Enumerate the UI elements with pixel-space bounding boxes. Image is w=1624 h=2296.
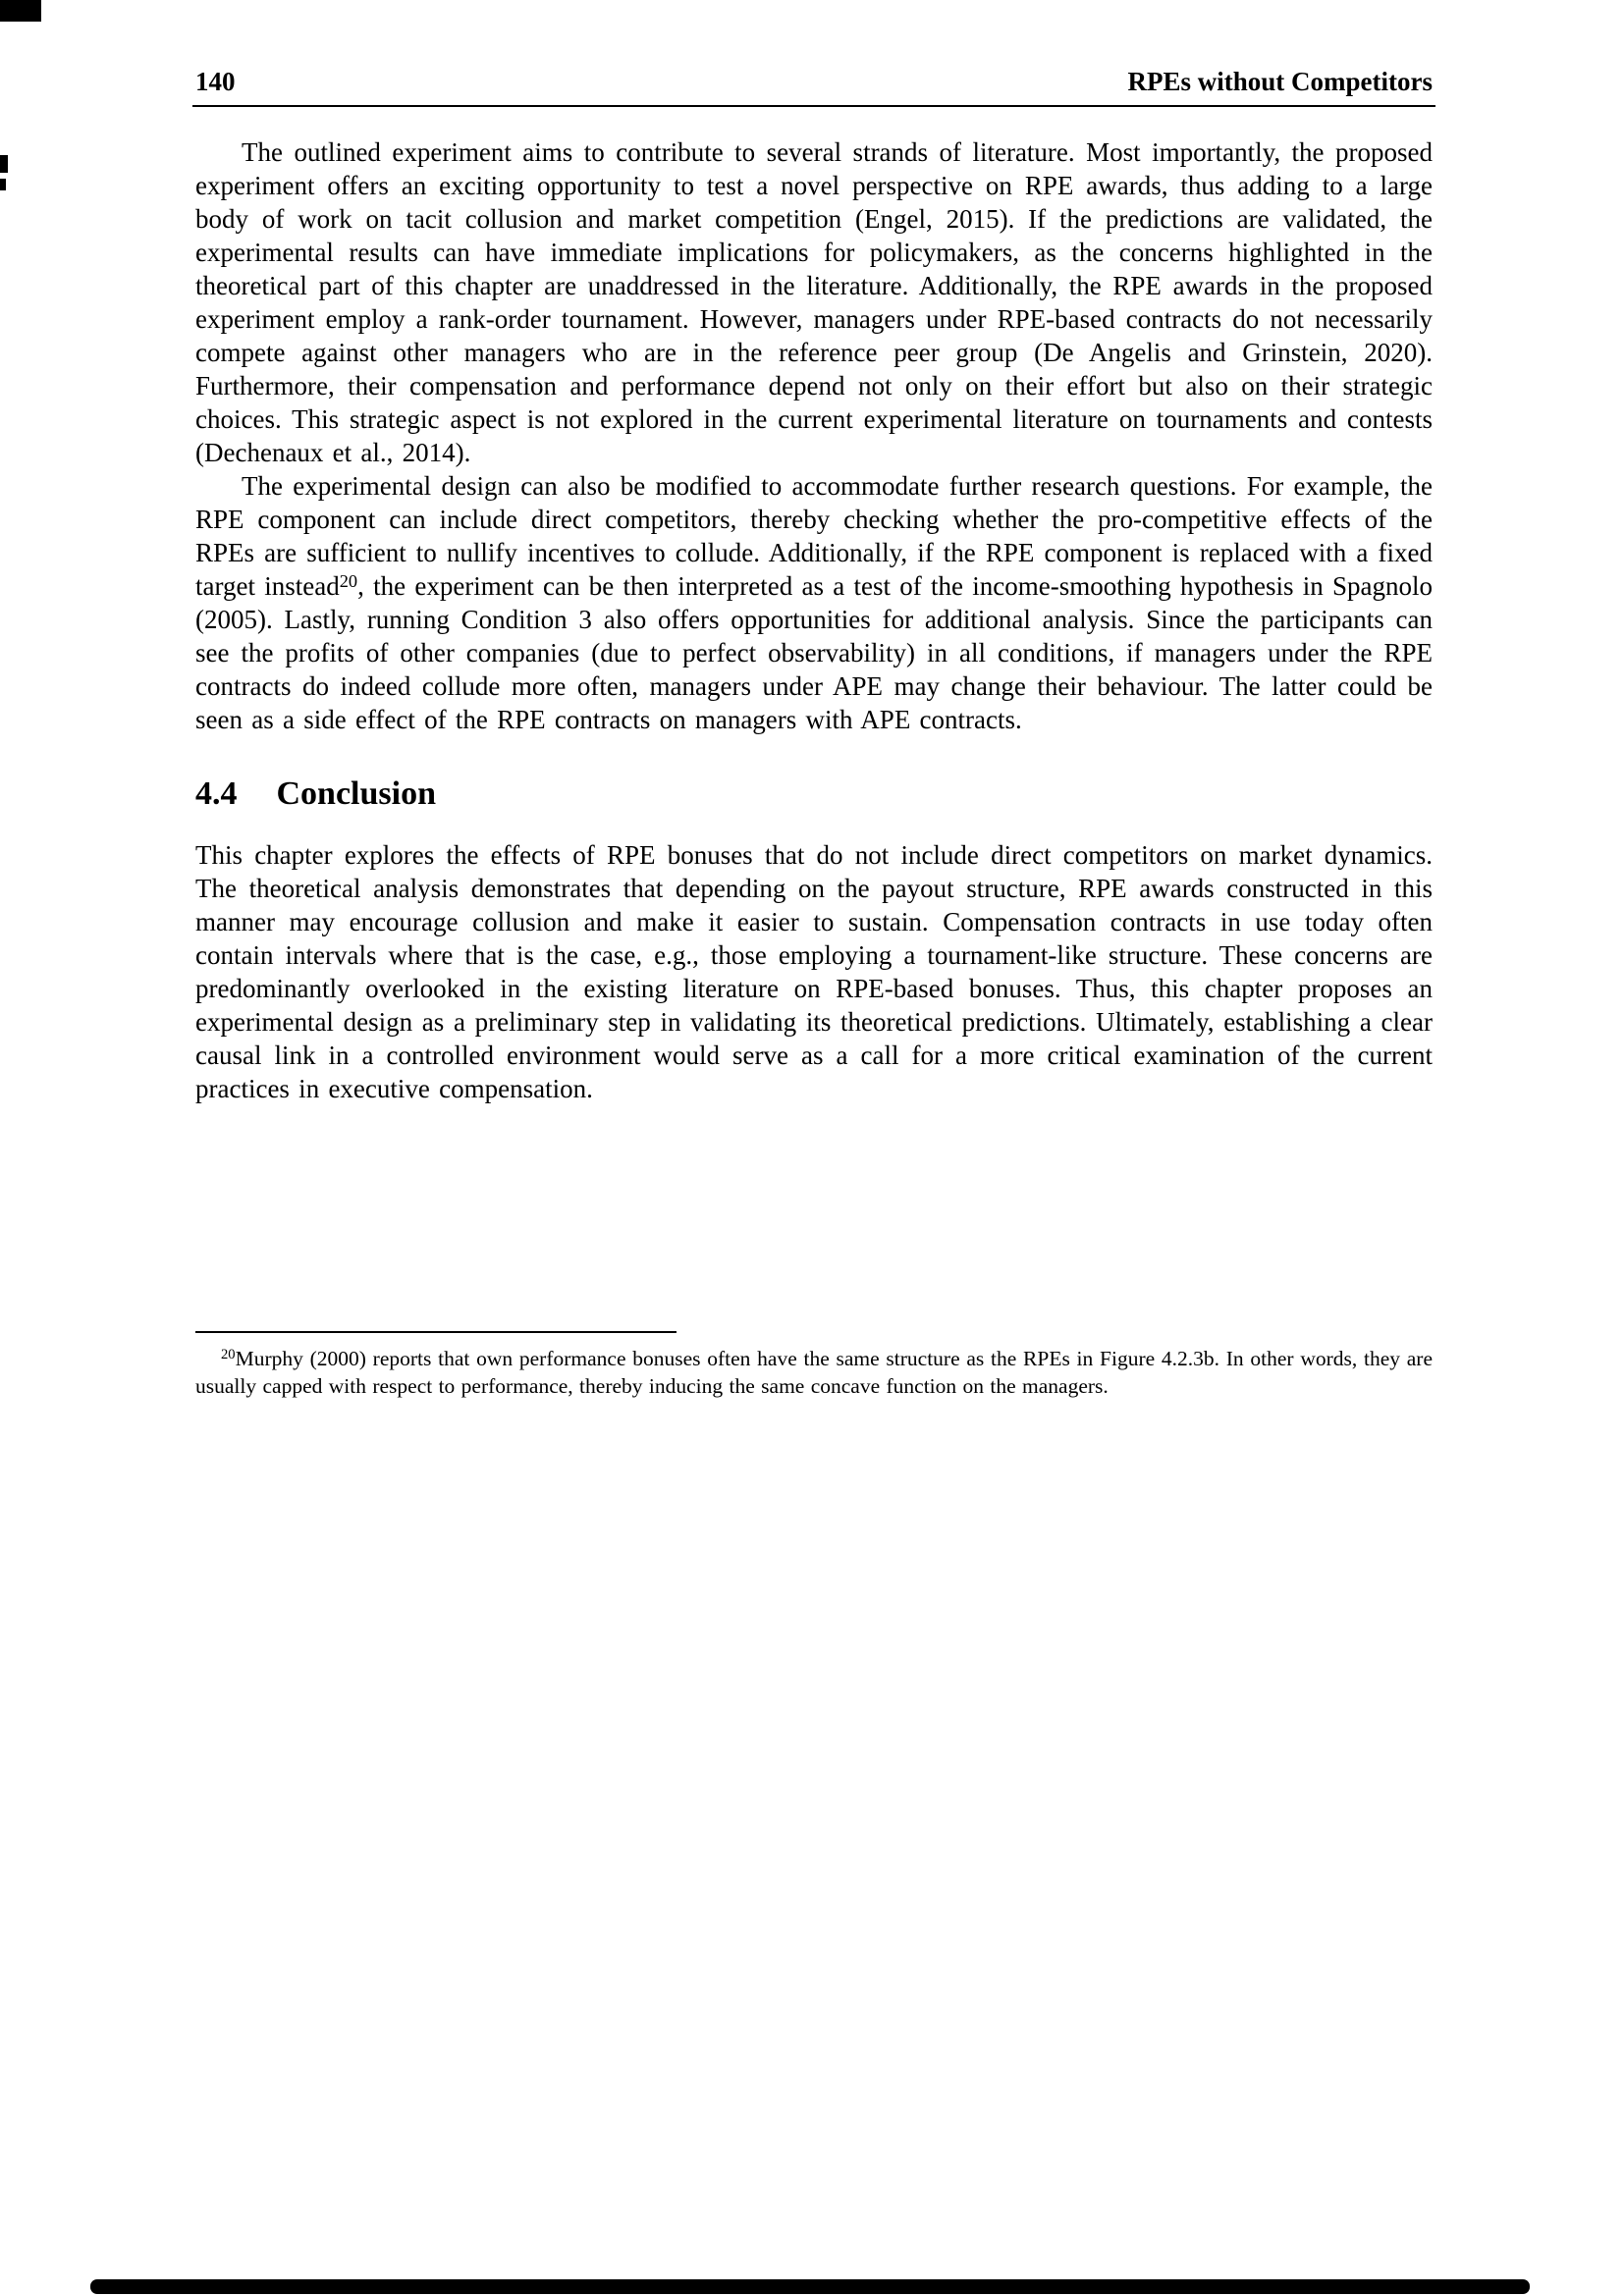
page-header	[195, 67, 1433, 97]
section-heading	[195, 775, 1433, 813]
footnote-reference[interactable]: 20	[339, 570, 358, 591]
running-title: RPEs without Competitors	[1127, 67, 1433, 96]
footnote	[195, 1345, 1433, 1400]
footnote-marker: 20	[221, 1347, 236, 1363]
scan-artifact	[0, 155, 8, 173]
scan-artifact	[90, 2279, 1530, 2294]
section-number: 4.4	[195, 775, 238, 812]
page-number: 140	[195, 67, 236, 96]
paragraph-literature-contribution: The outlined experiment aims to contribute to several strands of literature. Most importantly, the proposed experiment offers an exciting opportunity to test a novel perspective on RPE awards, thus adding to a large body of work on tacit collusion and market competition (Engel, 2015). If the predictions are validated, the experimental results can have immediate implications for policymakers, as the concerns highlighted in the theoretical part of this chapter are unaddressed in the literature. Additionally, the RPE awards in the proposed experiment employ a rank-order tournament. However, managers under RPE-based contracts do not necessarily compete against other managers who are in the reference peer group (De Angelis and Grinstein, 2020). Furthermore, their compensation and performance depend not only on their effort but also on their strategic choices. This strategic aspect is not explored in the current experimental literature on tournaments and contests (Dechenaux et al., 2014).	[195, 137, 1433, 467]
paragraph-experimental-design	[195, 469, 1433, 736]
page-body	[195, 135, 1433, 1105]
section-title: Conclusion	[276, 775, 436, 812]
scan-artifact	[0, 179, 6, 190]
footnote-area	[195, 1331, 1433, 1400]
paragraph-text: The experimental design can also be modified to accommodate further research questions. For example, the RPE component can include direct competitors, thereby checking whether the pro-competitive effects of the RPEs are sufficient to nullify incentives to collude. Additionally, if the RPE component is replaced with a fixed target instead	[195, 471, 1433, 601]
scan-artifact	[0, 0, 41, 22]
header-rule	[192, 105, 1435, 107]
footnote-rule	[195, 1331, 677, 1333]
paragraph-conclusion: This chapter explores the effects of RPE bonuses that do not include direct competitors on market dynamics. The theoretical analysis demonstrates that depending on the payout structure, RPE awards constructed in this manner may encourage collusion and make it easier to sustain. Compensation contracts in use today often contain intervals where that is the case, e.g., those employing a tournament-like structure. These concerns are predominantly overlooked in the existing literature on RPE-based bonuses. Thus, this chapter proposes an experimental design as a preliminary step in validating its theoretical predictions. Ultimately, establishing a clear causal link in a controlled environment would serve as a call for a more critical examination of the current practices in executive compensation.	[195, 840, 1433, 1103]
paragraph-text: , the experiment can be then interpreted as a test of the income-smoothing hypothesis in Spagnolo (2005). Lastly, running Condition 3 also offers opportunities for additional analysis. Since the participants can see the profits of other companies (due to perfect observability) in all conditions, if managers under the RPE contracts do indeed collude more often, managers under APE may change their behaviour. The latter could be seen as a side effect of the RPE contracts on managers with APE contracts.	[195, 571, 1434, 734]
footnote-text: Murphy (2000) reports that own performance bonuses often have the same structure as the RPEs in Figure 4.2.3b. In other words, they are usually capped with respect to performance, thereby inducing the same concave function on the managers.	[195, 1347, 1433, 1398]
